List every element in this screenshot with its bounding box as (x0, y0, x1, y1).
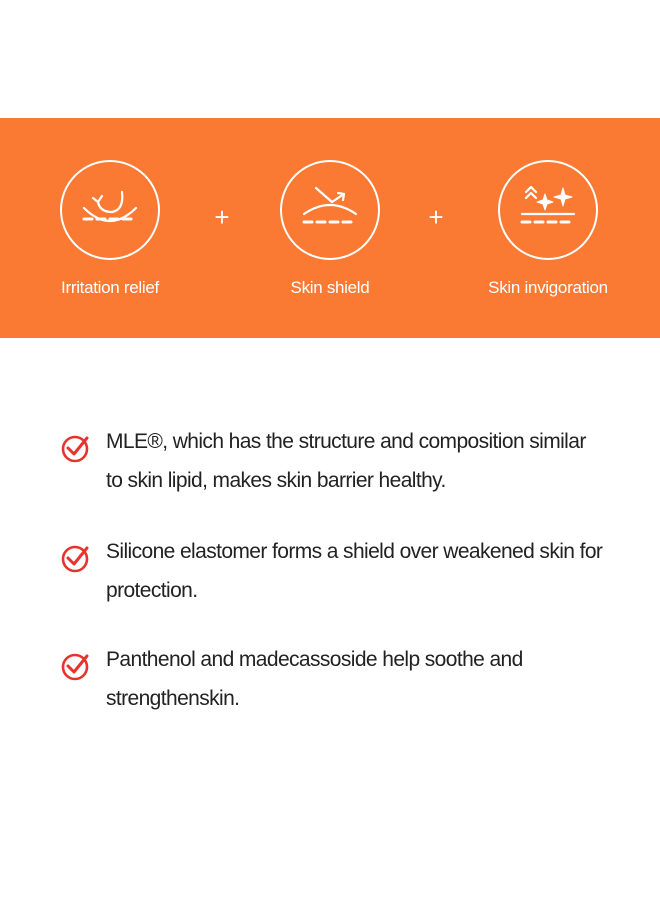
feature-label: Irritation relief (61, 278, 159, 297)
plus-icon: + (428, 202, 444, 232)
benefit-text: Silicone elastomer forms a shield over weakened skin for protection. (106, 540, 603, 602)
feature-label: Skin invigoration (488, 278, 608, 297)
benefit-text: Panthenol and madecassoside help soothe and strengthenskin. (106, 648, 523, 710)
feature-irritation-relief (20, 118, 200, 338)
plus-icon: + (214, 202, 230, 232)
benefit-text: MLE®, which has the structure and composition similar to skin lipid, makes skin barrier healthy. (106, 430, 586, 492)
skin-shield-icon (280, 160, 380, 260)
check-circle-icon (60, 432, 92, 464)
skin-invigoration-icon (498, 160, 598, 260)
check-circle-icon (60, 650, 92, 682)
check-circle-icon (60, 542, 92, 574)
feature-skin-invigoration (458, 118, 638, 338)
benefits-banner (0, 118, 660, 338)
feature-label: Skin shield (290, 278, 370, 297)
irritation-relief-icon (60, 160, 160, 260)
feature-skin-shield (240, 118, 420, 338)
